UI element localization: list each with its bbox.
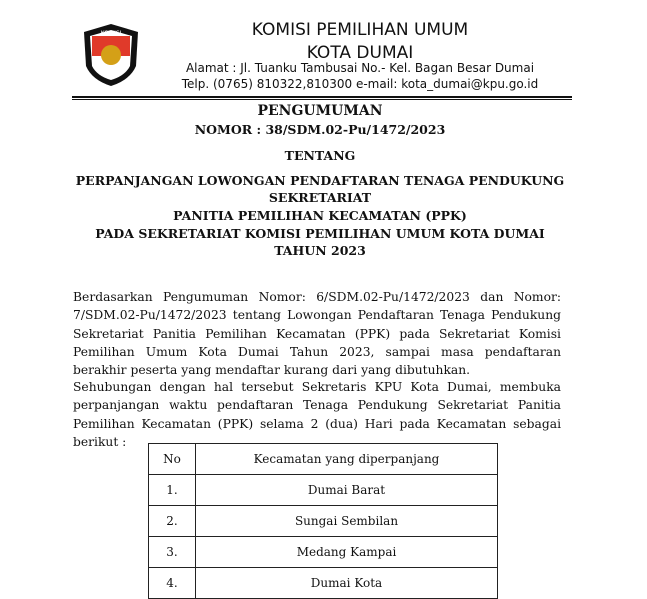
org-name: KOMISI PEMILIHAN UMUM	[251, 20, 469, 40]
table-row	[149, 475, 498, 506]
kecamatan-table	[148, 443, 498, 599]
doc-title: PENGUMUMAN	[257, 103, 383, 119]
subject-line: PANITIA PEMILIHAN KECAMATAN (PPK)	[173, 208, 467, 223]
paragraph-1: Berdasarkan Pengumuman Nomor: 6/SDM.02-Pu/1472/2023 dan Nomor: 7/SDM.02-Pu/1472/2023 tentang Lowongan Pendaftaran Tenaga Pendukung Sekretariat Panitia Pemilihan Kecamatan (PPK) pada Sekretariat Komisi Pemilihan Umum Kota Dumai Tahun 2023, sampai masa pendaftaran berakhir peserta yang mendaftar kurang dari yang dibutuhkan.	[73, 290, 561, 378]
org-address: Alamat : Jl. Tuanku Tambusai No.- Kel. Bagan Besar Dumai	[185, 61, 535, 75]
doc-about: TENTANG	[284, 148, 356, 163]
subject-line: PADA SEKRETARIAT KOMISI PEMILIHAN UMUM KOTA DUMAI	[95, 226, 545, 241]
row-kecamatan: Medang Kampai	[196, 537, 498, 568]
kpu-logo	[80, 22, 142, 88]
table-row	[149, 506, 498, 537]
row-no: 4.	[149, 568, 196, 599]
subject-line: TAHUN 2023	[274, 243, 366, 258]
row-no: 3.	[149, 537, 196, 568]
subject-line: PERPANJANGAN LOWONGAN PENDAFTARAN TENAGA PENDUKUNG	[75, 173, 565, 188]
letterhead-rule-thin	[72, 99, 572, 100]
subject-line: SEKRETARIAT	[268, 190, 372, 205]
header-no: No	[149, 444, 196, 475]
row-no: 2.	[149, 506, 196, 537]
header-kecamatan: Kecamatan yang diperpanjang	[196, 444, 498, 475]
row-kecamatan: Dumai Kota	[196, 568, 498, 599]
paragraph-2: Sehubungan dengan hal tersebut Sekretaris KPU Kota Dumai, membuka perpanjangan waktu pendaftaran Tenaga Pendukung Sekretariat Panitia Pemilihan Kecamatan (PPK) selama 2 (dua) Hari pada Kecamatan sebagai berikut :	[73, 380, 561, 449]
table-header-row	[149, 444, 498, 475]
doc-number: NOMOR : 38/SDM.02-Pu/1472/2023	[194, 122, 446, 137]
org-city: KOTA DUMAI	[306, 43, 414, 63]
row-no: 1.	[149, 475, 196, 506]
letterhead-rule	[72, 96, 572, 98]
table-row	[149, 537, 498, 568]
row-kecamatan: Sungai Sembilan	[196, 506, 498, 537]
org-contact: Telp. (0765) 810322,810300 e-mail: kota_dumai@kpu.go.id	[181, 77, 539, 91]
row-kecamatan: Dumai Barat	[196, 475, 498, 506]
svg-text:KOMISI: KOMISI	[100, 30, 122, 37]
